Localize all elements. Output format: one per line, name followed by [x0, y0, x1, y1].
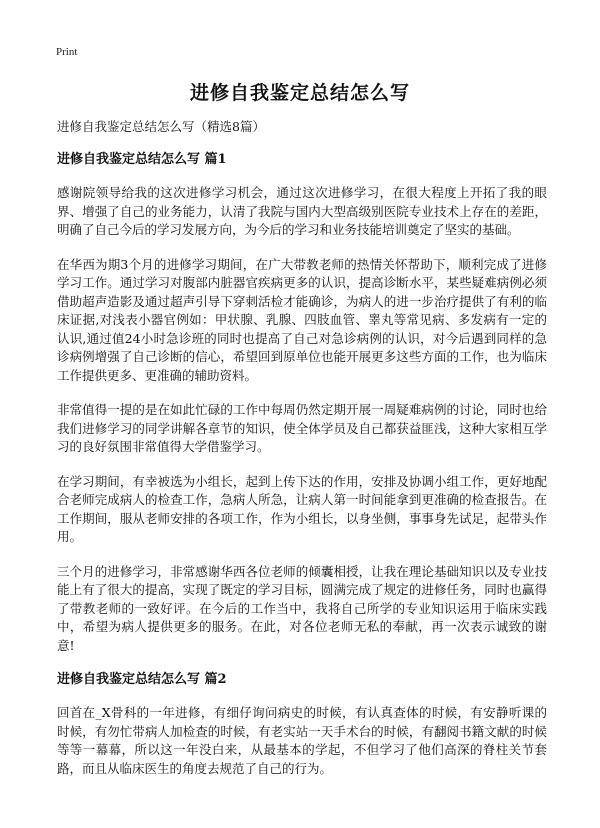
paragraph: 回首在_X骨科的一年进修，有细仔询问病史的时候，有认真查体的时候，有安静听课的时候，有勿忙带病人加检查的时候，有老实站一天手术台的时候，有翻阅书籍文献的时候等等一幕幕，所以这一年没白来，从最基本的学起，不但学习了他们高深的脊柱关节套路，而且从临床医生的角度去规范了自己的行为。 [57, 705, 547, 776]
paragraph: 在学习期间，有幸被选为小组长，起到上传下达的作用，安排及协调小组工作，更好地配合老师完成病人的检查工作，急病人所急，让病人第一时间能拿到更准确的检查报告。在工作期间，服从老师安排的各项工作，作为小组长，以身坐侧，事事身先试足，起带头作用。 [57, 473, 547, 544]
document-subtitle: 进修自我鉴定总结怎么写（精选8篇） [57, 119, 265, 134]
document-title: 进修自我鉴定总结怎么写 [189, 82, 410, 104]
document-body [57, 118, 547, 778]
paragraph: 在华西为期3个月的进修学习期间，在广大带教老师的热情关怀帮助下，顺利完成了进修学习工作。通过学习对腹部内脏器官疾病更多的认识，提高诊断水平，某些疑难病例必须借助超声造影及通过超声引导下穿刺活检才能确诊，为病人的进一步治疗提供了有利的临床证据,对浅表小器官例如：甲状腺、乳腺、四肢血管、睾丸等常见病、多发病有一定的认识,通过值24小时急诊班的同时也提高了自己对急诊病例的认识，对今后遇到同样的急诊病例增强了自己诊断的信心，希望回到原单位也能开展更多这些方面的工作，也为临床工作提供更多、更准确的辅助资料。 [57, 256, 547, 383]
section-heading: 进修自我鉴定总结怎么写 篇1 [57, 152, 227, 167]
paragraph: 感谢院领导给我的这次进修学习机会，通过这次进修学习，在很大程度上开拓了我的眼界、增强了自己的业务能力，认清了我院与国内大型高级别医院专业技术上存在的差距，明确了自己今后的学习发展方向，为今后的学习和业务技能培训奠定了坚实的基础。 [57, 185, 547, 237]
section-heading: 进修自我鉴定总结怎么写 篇2 [57, 672, 227, 687]
paragraph: 非常值得一提的是在如此忙碌的工作中每周仍然定期开展一周疑难病例的讨论，同时也给我们进修学习的同学讲解各章节的知识，使全体学员及自己都获益匪浅，这种大家相互学习的良好氛围非常值得大学借鉴学习。 [57, 402, 547, 454]
paragraph: 三个月的进修学习，非常感谢华西各位老师的倾囊相授，让我在理论基础知识以及专业技能上有了很大的提高，实现了既定的学习目标，圆满完成了规定的进修任务，同时也赢得了带教老师的一致好评。在今后的工作当中，我将自己所学的专业知识运用于临床实践中，希望为病人提供更多的服务。在此，对各位老师无私的奉献，再一次表示诚致的谢意! [57, 563, 547, 653]
print-link[interactable]: Print [56, 46, 78, 58]
